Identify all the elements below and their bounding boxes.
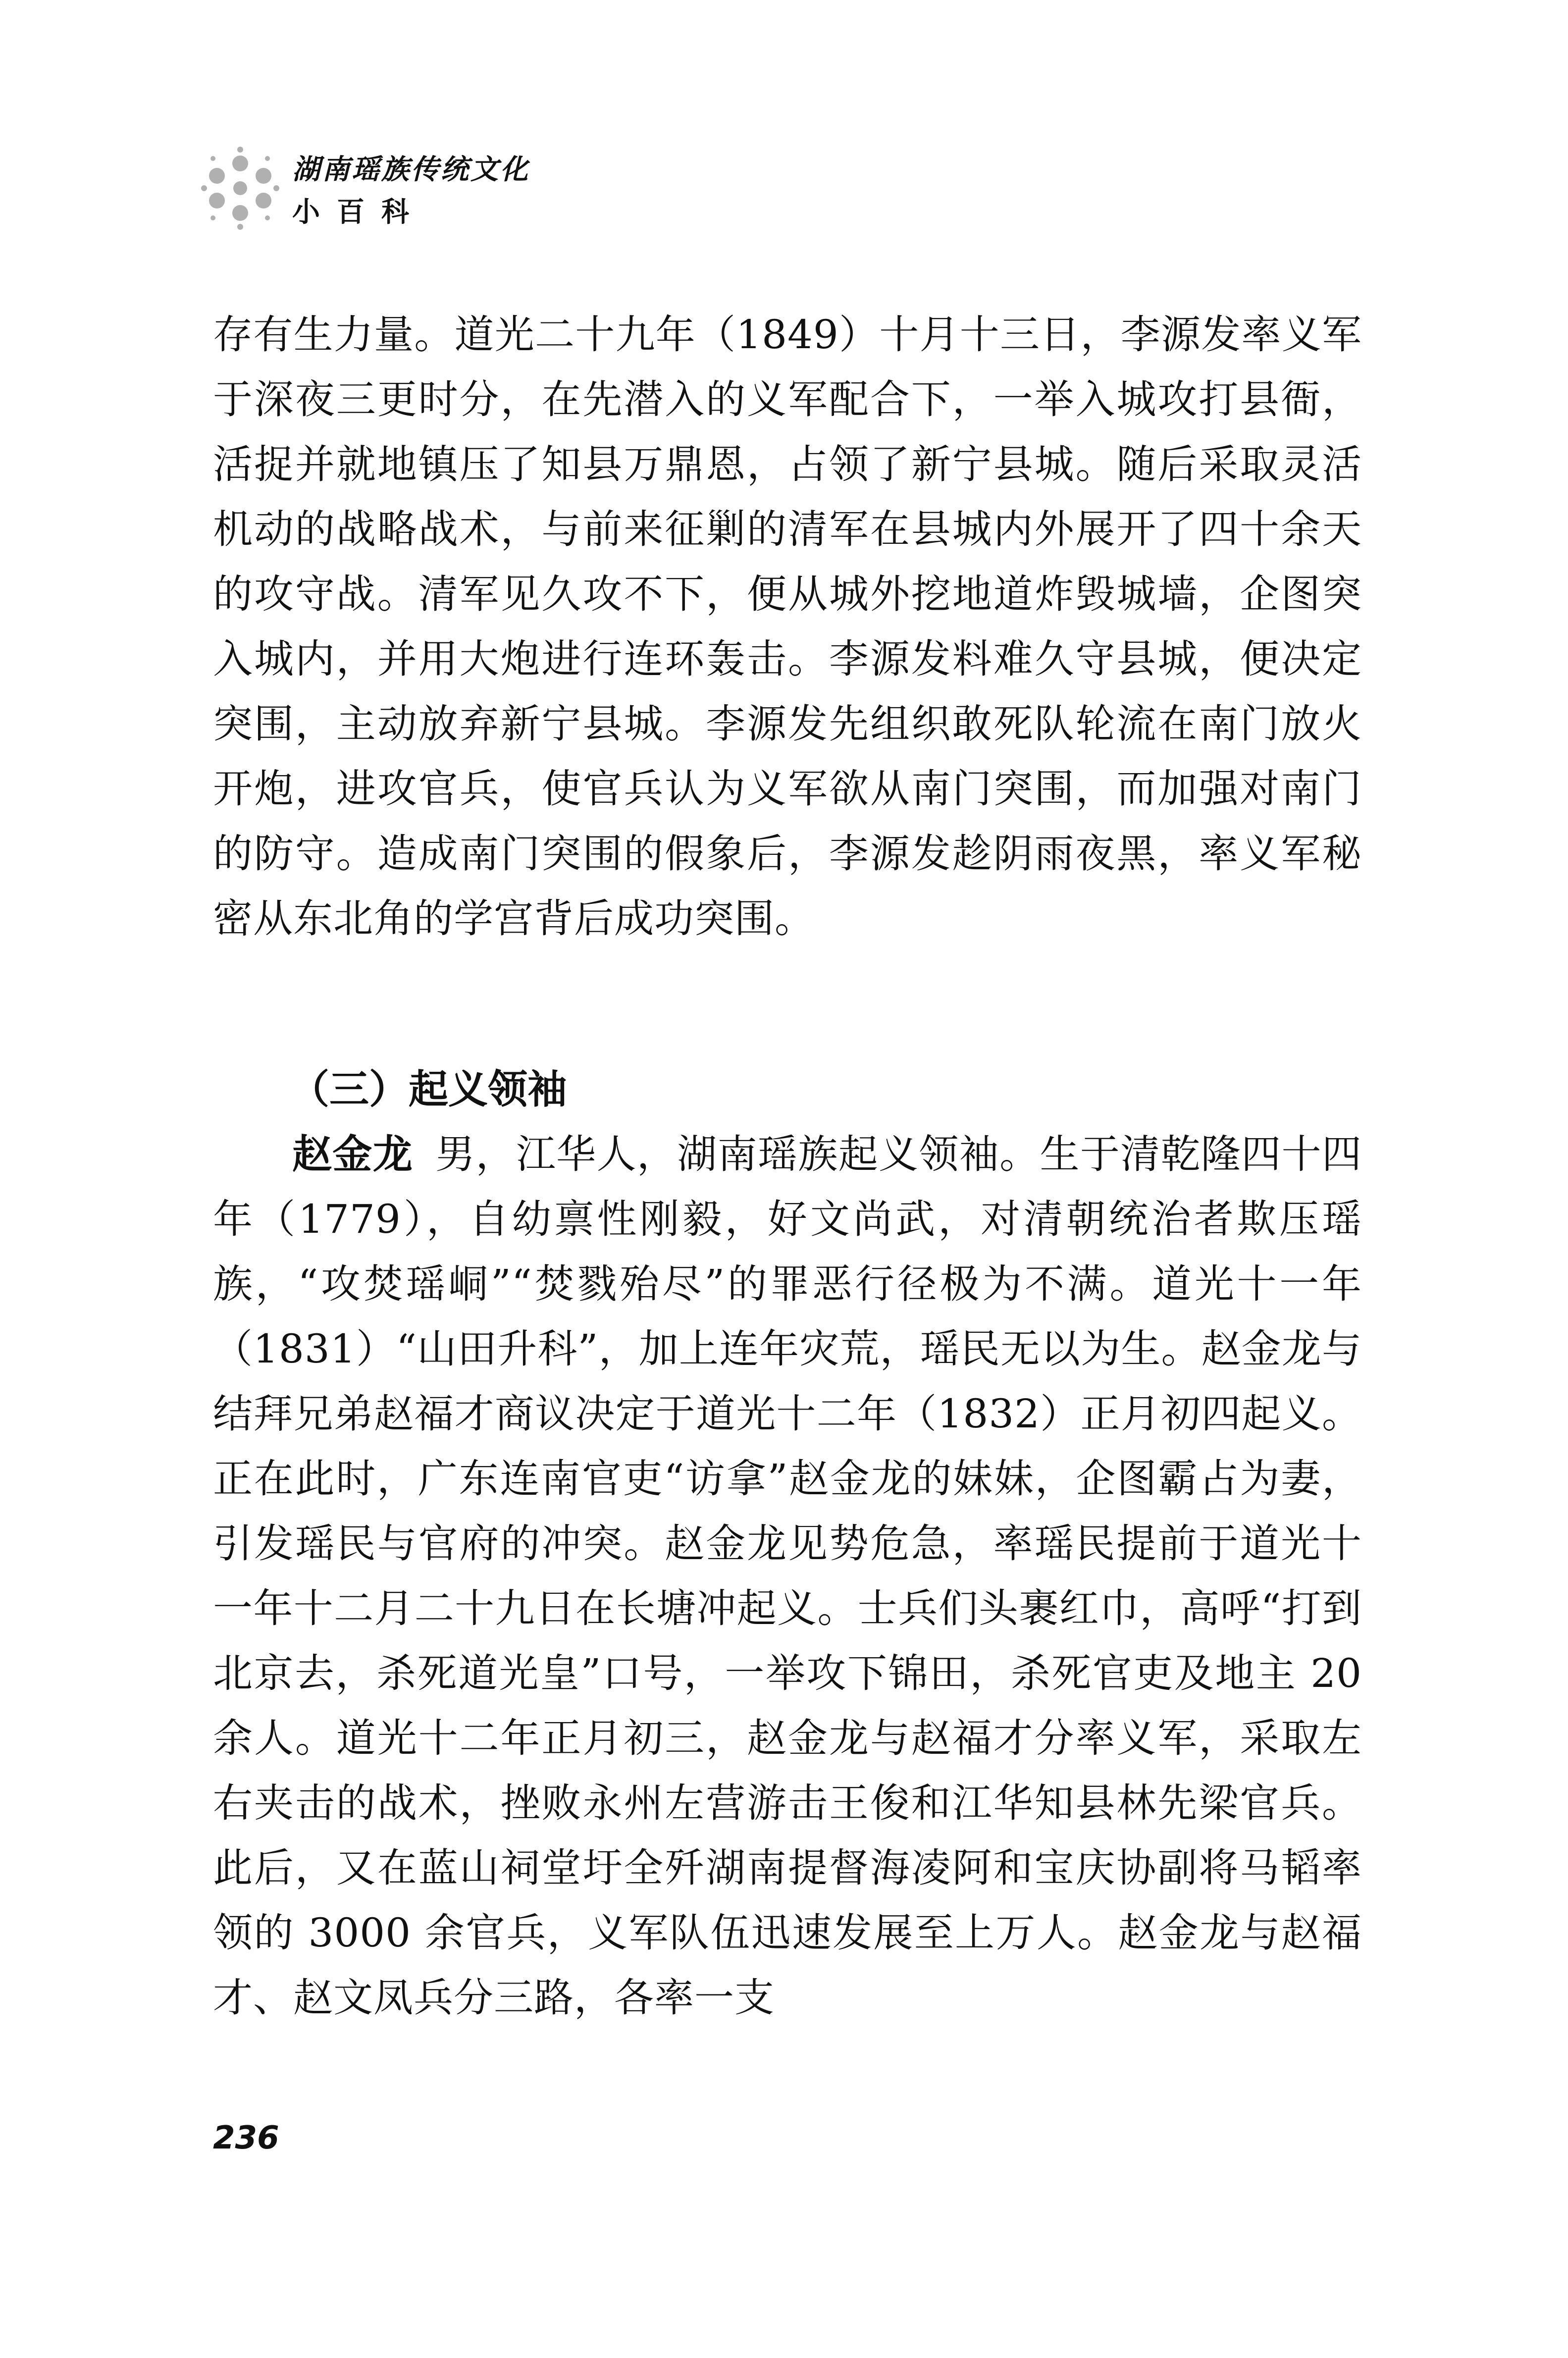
body-paragraph: 存有生力量。道光二十九年（1849）十月十三日，李源发率义军于深夜三更时分，在先潜入的义军配合下，一举入城攻打县衙，活捉并就地镇压了知县万鼎恩，占领了新宁县城。随后采取灵活机动的战略战术，与前来征剿的清军在县城内外展开了四十余天的攻守战。清军见久攻不下，便从城外挖地道炸毁城墙，企图突入城内，并用大炮进行连环轰击。李源发料难久守县城，便决定突围，主动放弃新宁县城。李源发先组织敢死队轮流在南门放火开炮，进攻官兵，使官兵认为义军欲从南门突围，而加强对南门的防守。造成南门突围的假象后，李源发趁阴雨夜黑，率义军秘密从东北角的学宫背后成功突围。 (213, 312, 1362, 942)
series-subtitle: 小百科 (292, 196, 426, 228)
entry-text: 男，江华人，湖南瑶族起义领袖。生于清乾隆四十四年（1779），自幼禀性刚毅，好文尚武，对清朝统治者欺压瑶族，“攻焚瑶峒”“焚戮殆尽”的罪恶行径极为不满。道光十一年（1831）“山田升科”，加上连年灾荒，瑶民无以为生。赵金龙与结拜兄弟赵福才商议决定于道光十二年（1832）正月初四起义。正在此时，广东连南官吏“访拿”赵金龙的妹妹，企图霸占为妻，引发瑶民与官府的冲突。赵金龙见势危急，率瑶民提前于道光十一年十二月二十九日在长塘冲起义。士兵们头裹红巾，高呼“打到北京去，杀死道光皇”口号，一举攻下锦田，杀死官吏及地主 20 余人。道光十二年正月初三，赵金龙与赵福才分率义军，采取左右夹击的战术，挫败永州左营游击王俊和江华知县林先梁官兵。此后，又在蓝山祠堂圩全歼湖南提督海凌阿和宝庆协副将马韬率领的 3000 余官兵，义军队伍迅速发展至上万人。赵金龙与赵福才、赵文凤兵分三路，各率一支 (213, 1131, 1362, 2021)
page-content (213, 302, 1362, 2030)
biography-entry (213, 1122, 1362, 2030)
flower-logo-icon (198, 144, 282, 233)
page-header (198, 144, 1387, 253)
entry-name: 赵金龙 (292, 1131, 414, 1177)
series-title: 湖南瑶族传统文化 (292, 154, 530, 186)
section-heading: （三）起义领袖 (290, 1066, 567, 1112)
page-number: 236 (213, 2120, 279, 2156)
